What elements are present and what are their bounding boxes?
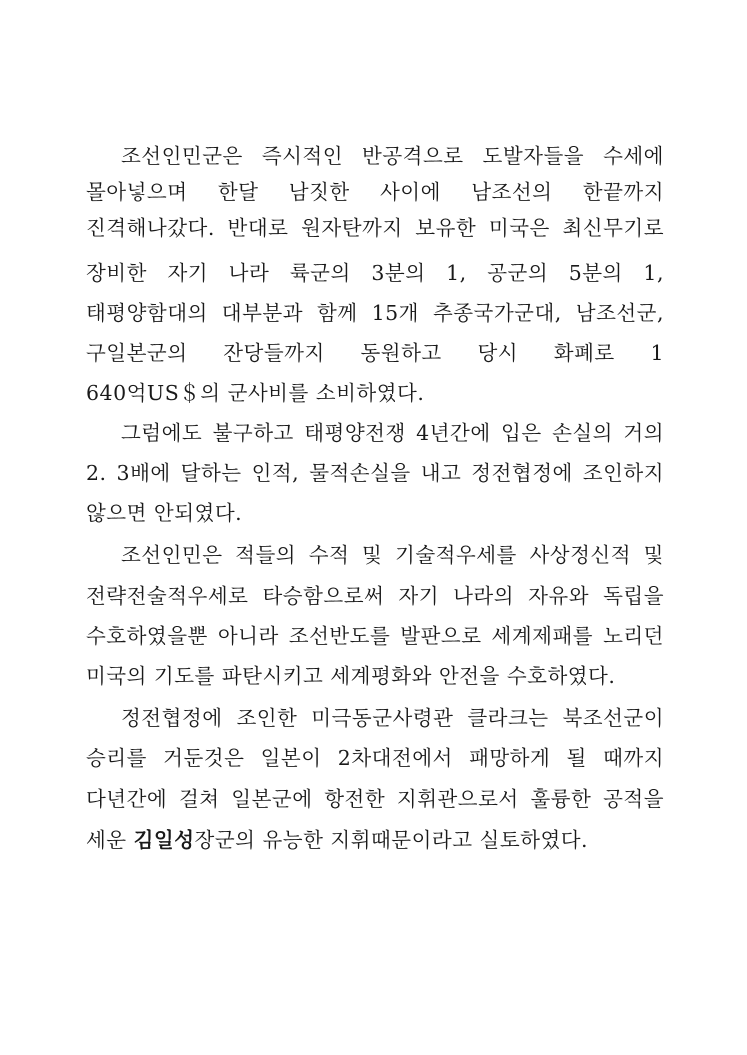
- paragraph-1-line-1: 조선인민군은 즉시적인 반공격으로 도발자들을 수세에: [121, 144, 664, 168]
- leader-name: 김일성: [133, 828, 195, 852]
- paragraph-4-line-3: 다년간에 걸쳐 일본군에 항전한 지휘관으로서 훌륭한 공적을: [86, 787, 664, 811]
- paragraph-1-line-7: 640억US＄의 군사비를 소비하였다.: [86, 381, 425, 405]
- paragraph-1-line-2: 몰아넣으며 한달 남짓한 사이에 남조선의 한끝까지: [86, 180, 664, 204]
- paragraph-2-line-1: 그럼에도 불구하고 태평양전쟁 4년간에 입은 손실의 거의: [121, 421, 664, 445]
- paragraph-3-line-3: 수호하였을뿐 아니라 조선반도를 발판으로 세계제패를 노리던: [86, 624, 664, 648]
- paragraph-4-line-4: [86, 822, 664, 858]
- paragraph-4-line-2: 승리를 거둔것은 일본이 2차대전에서 패망하게 될 때까지: [86, 746, 664, 770]
- line-text-after-name: 장군의 유능한 지휘때문이라고 실토하였다.: [194, 828, 589, 852]
- paragraph-4-line-1: 정전협정에 조인한 미극동군사령관 클라크는 북조선군이: [121, 706, 664, 730]
- paragraph-3-line-4: 미국의 기도를 파탄시키고 세계평화와 안전을 수호하였다.: [86, 664, 616, 688]
- paragraph-1-line-3: 진격해나갔다. 반대로 원자탄까지 보유한 미국은 최신무기로: [86, 216, 664, 240]
- paragraph-2-line-2: 2. 3배에 달하는 인적, 물적손실을 내고 정전협정에 조인하지: [86, 461, 664, 485]
- line-text-before-name: 세운: [86, 828, 134, 852]
- paragraph-3-line-1: 조선인민은 적들의 수적 및 기술적우세를 사상정신적 및: [121, 543, 664, 567]
- paragraph-1-line-6: 구일본군의 잔당들까지 동원하고 당시 화폐로 1: [86, 341, 664, 365]
- paragraph-2-line-3: 않으면 안되였다.: [86, 501, 243, 525]
- paragraph-3-line-2: 전략전술적우세로 타승함으로써 자기 나라의 자유와 독립을: [86, 584, 664, 608]
- paragraph-1-line-5: 태평양함대의 대부분과 함께 15개 추종국가군대, 남조선군,: [86, 301, 664, 325]
- paragraph-1-line-4: 장비한 자기 나라 륙군의 3분의 1, 공군의 5분의 1,: [86, 261, 664, 285]
